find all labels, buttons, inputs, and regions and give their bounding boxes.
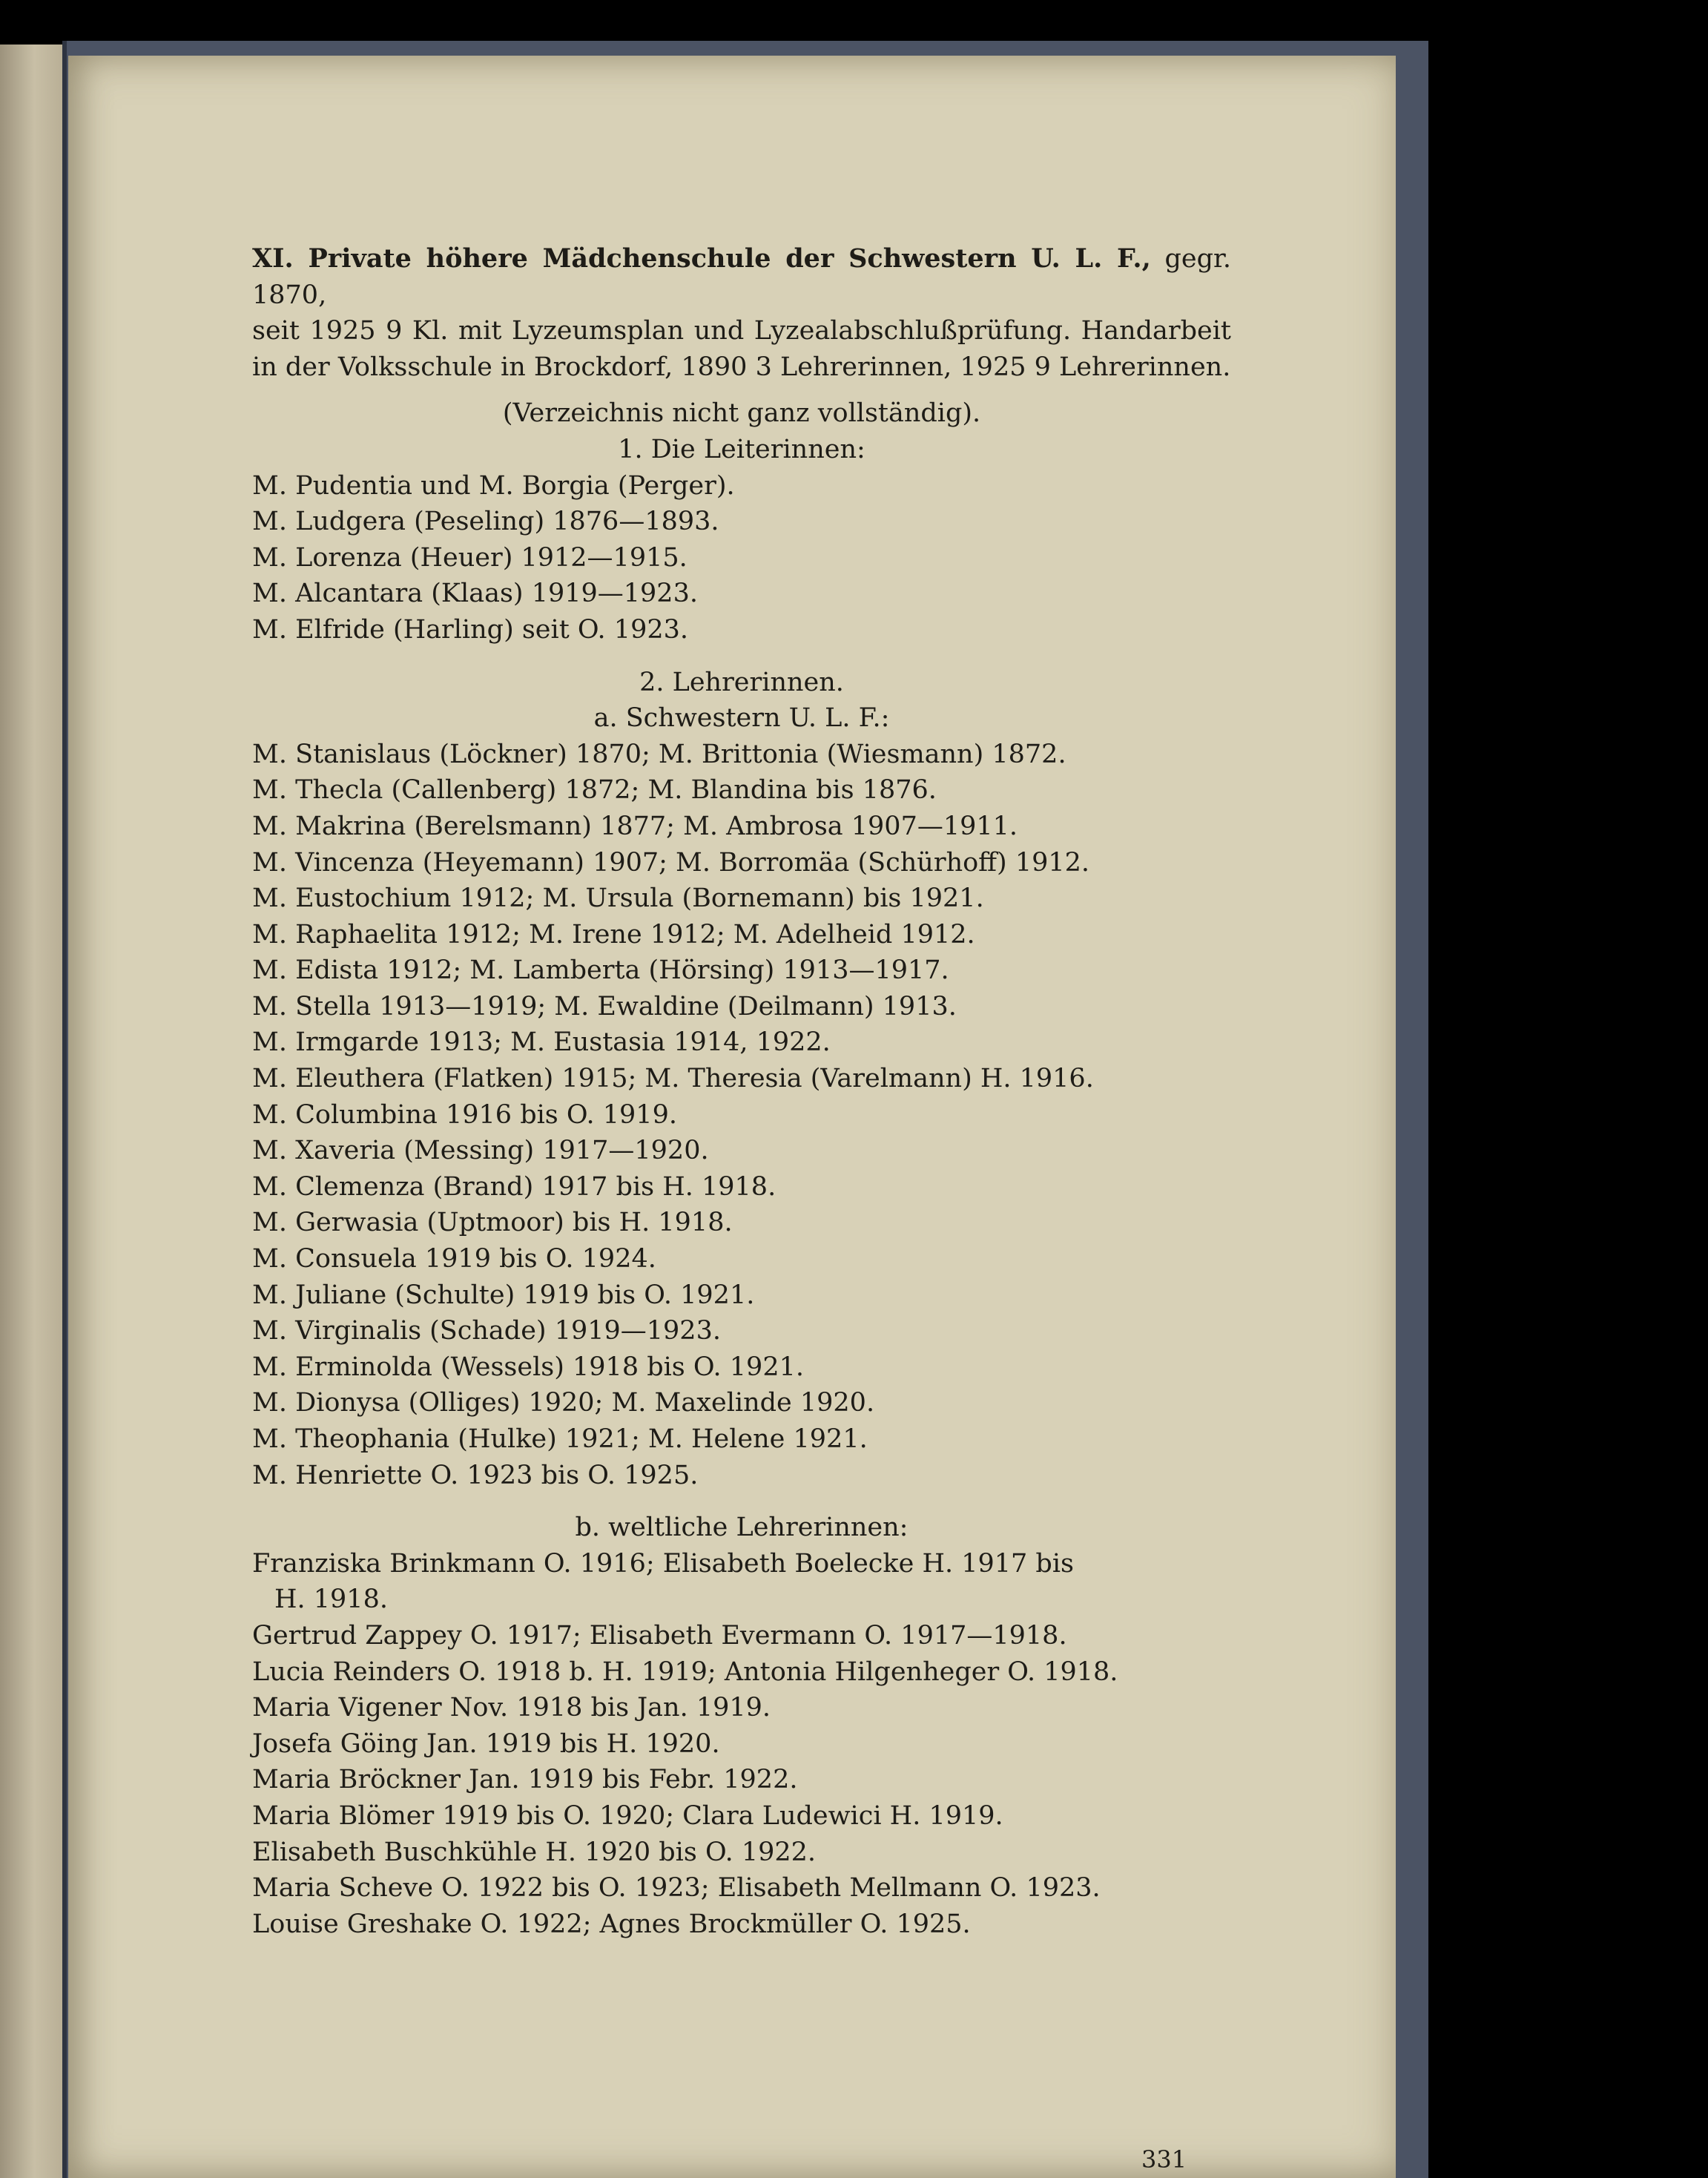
- list-item: Franziska Brinkmann O. 1916; Elisabeth Boelecke H. 1917 bis: [252, 1548, 1074, 1579]
- book-page: [68, 56, 1396, 2178]
- heading-title: XI. Private höhere Mädchenschule der Schwestern U. L. F.,: [252, 243, 1151, 274]
- facing-page-edge: [0, 45, 62, 2178]
- list-item: M. Eustochium 1912; M. Ursula (Bornemann) bis 1921.: [252, 884, 984, 914]
- list-item: M. Elfride (Harling) seit O. 1923.: [252, 614, 688, 645]
- list-item: M. Columbina 1916 bis O. 1919.: [252, 1099, 677, 1130]
- list-item: M. Stanislaus (Löckner) 1870; M. Brittonia (Wiesmann) 1872.: [252, 739, 1066, 769]
- list-item: M. Erminolda (Wessels) 1918 bis O. 1921.: [252, 1352, 804, 1382]
- list-item: M. Consuela 1919 bis O. 1924.: [252, 1244, 656, 1274]
- section-title-teachers: 2. Lehrerinnen.: [639, 667, 844, 697]
- list-item: M. Alcantara (Klaas) 1919—1923.: [252, 579, 698, 609]
- heading-line-3: in der Volksschule in Brockdorf, 1890 3 Lehrerinnen, 1925 9 Lehrerinnen.: [252, 352, 1231, 382]
- heading-founding: gegr. 1870,: [252, 244, 1231, 310]
- list-item: M. Edista 1912; M. Lamberta (Hörsing) 1913—1917.: [252, 955, 949, 986]
- section-title-leaders: 1. Die Leiterinnen:: [618, 434, 865, 464]
- lay-teachers-list: [252, 1546, 1231, 1943]
- list-item: M. Vincenza (Heyemann) 1907; M. Borromäa (Schürhoff) 1912.: [252, 847, 1090, 878]
- list-item: M. Raphaelita 1912; M. Irene 1912; M. Adelheid 1912.: [252, 919, 975, 950]
- list-item: M. Virginalis (Schade) 1919—1923.: [252, 1316, 721, 1346]
- list-note: (Verzeichnis nicht ganz vollständig).: [502, 398, 981, 429]
- list-item-continuation: H. 1918.: [274, 1585, 388, 1615]
- heading-line-2: seit 1925 9 Kl. mit Lyzeumsplan und Lyzealabschlußprüfung. Handarbeit: [252, 316, 1231, 346]
- list-item: M. Clemenza (Brand) 1917 bis H. 1918.: [252, 1171, 776, 1202]
- page-text: [252, 241, 1231, 1942]
- list-item: M. Eleuthera (Flatken) 1915; M. Theresia (Varelmann) H. 1916.: [252, 1064, 1094, 1094]
- list-item: M. Theophania (Hulke) 1921; M. Helene 1921.: [252, 1424, 868, 1454]
- list-item: Maria Vigener Nov. 1918 bis Jan. 1919.: [252, 1693, 771, 1723]
- list-item: M. Dionysa (Olliges) 1920; M. Maxelinde 1920.: [252, 1388, 875, 1418]
- spacer: [252, 1493, 1231, 1510]
- list-item: Louise Greshake O. 1922; Agnes Brockmüller O. 1925.: [252, 1909, 971, 1939]
- list-item: M. Xaveria (Messing) 1917—1920.: [252, 1136, 709, 1166]
- sisters-list: [252, 737, 1231, 1493]
- list-item: M. Gerwasia (Uptmoor) bis H. 1918.: [252, 1208, 733, 1238]
- list-item: Gertrud Zappey O. 1917; Elisabeth Evermann O. 1917—1918.: [252, 1620, 1067, 1651]
- subsection-title-lay-teachers: b. weltliche Lehrerinnen:: [575, 1513, 909, 1543]
- list-item: Elisabeth Buschkühle H. 1920 bis O. 1922.: [252, 1837, 817, 1867]
- list-item: Maria Bröckner Jan. 1919 bis Febr. 1922.: [252, 1765, 798, 1795]
- list-item: M. Lorenza (Heuer) 1912—1915.: [252, 542, 688, 573]
- page-number: 331: [1141, 2145, 1187, 2174]
- list-item: M. Ludgera (Peseling) 1876—1893.: [252, 507, 719, 537]
- list-item: Lucia Reinders O. 1918 b. H. 1919; Antonia Hilgenheger O. 1918.: [252, 1656, 1118, 1687]
- leaders-list: [252, 468, 1231, 648]
- list-item: M. Pudentia und M. Borgia (Perger).: [252, 470, 735, 501]
- list-item: M. Stella 1913—1919; M. Ewaldine (Deilmann) 1913.: [252, 991, 957, 1021]
- list-item: M. Juliane (Schulte) 1919 bis O. 1921.: [252, 1280, 755, 1310]
- list-item: Josefa Göing Jan. 1919 bis H. 1920.: [252, 1728, 720, 1759]
- list-item: M. Thecla (Callenberg) 1872; M. Blandina bis 1876.: [252, 775, 937, 806]
- spacer: [252, 648, 1231, 665]
- list-item: Maria Scheve O. 1922 bis O. 1923; Elisabeth Mellmann O. 1923.: [252, 1873, 1101, 1904]
- subsection-title-sisters: a. Schwestern U. L. F.:: [593, 703, 890, 734]
- list-item: Maria Blömer 1919 bis O. 1920; Clara Ludewici H. 1919.: [252, 1800, 1003, 1831]
- list-item: M. Makrina (Berelsmann) 1877; M. Ambrosa 1907—1911.: [252, 811, 1018, 841]
- list-item: M. Irmgarde 1913; M. Eustasia 1914, 1922.: [252, 1027, 831, 1058]
- list-item: M. Henriette O. 1923 bis O. 1925.: [252, 1460, 699, 1490]
- section-heading: [252, 241, 1231, 313]
